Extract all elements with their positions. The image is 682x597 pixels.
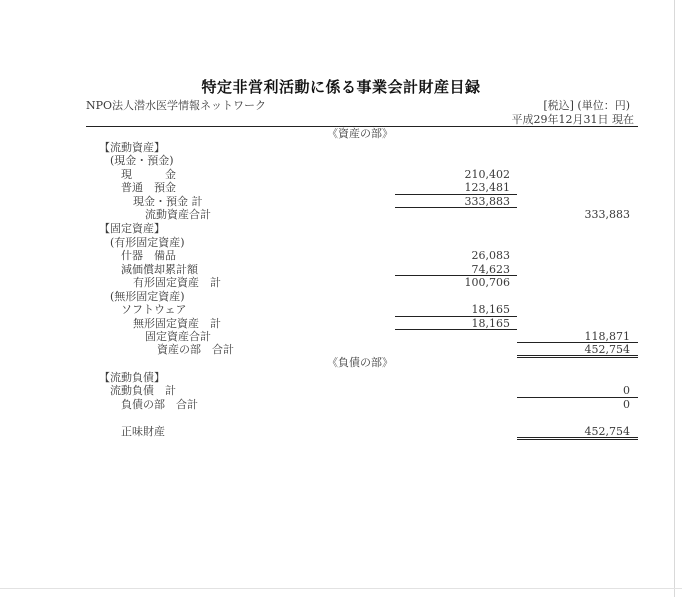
tangible-total-label: 有形固定資産 計	[133, 276, 221, 289]
as-of-date: 平成29年12月31日 現在	[511, 113, 634, 126]
liabilities-total-label: 負債の部 合計	[121, 398, 198, 411]
page-right-border	[674, 0, 675, 597]
current-liabilities-total-label: 流動負債 計	[110, 384, 176, 397]
tax-unit-note: [税込] (単位：円)	[543, 99, 630, 112]
double-rule-top	[517, 437, 638, 438]
total-rule	[517, 397, 638, 398]
net-assets-value: 452,754	[584, 425, 630, 438]
assets-total-value: 452,754	[584, 343, 630, 356]
cash-value: 210,402	[464, 168, 510, 181]
intangible-heading: (無形固定資産)	[110, 290, 185, 303]
intangible-total-label: 無形固定資産 計	[133, 317, 221, 330]
document-title: 特定非営利活動に係る事業会計財産目録	[201, 78, 481, 96]
current-assets-heading: 【流動資産】	[99, 141, 165, 154]
double-rule-bottom	[517, 439, 638, 440]
software-label: ソフトウェア	[121, 303, 187, 316]
net-assets-label: 正味財産	[121, 425, 165, 438]
cash-total-value: 333,883	[464, 195, 510, 208]
fixed-assets-total-value: 118,871	[584, 330, 630, 343]
cash-total-label: 現金・預金 計	[133, 195, 203, 208]
liabilities-total-value: 0	[623, 398, 630, 411]
current-assets-total-value: 333,883	[584, 208, 630, 221]
intangible-total-value: 18,165	[471, 317, 510, 330]
depreciation-label: 減価償却累計額	[121, 263, 198, 276]
fixed-assets-total-label: 固定資産合計	[145, 330, 211, 343]
fixtures-value: 26,083	[471, 249, 510, 262]
cash-deposits-heading: (現金・預金)	[110, 154, 174, 167]
fixtures-label: 什器 備品	[121, 249, 176, 262]
current-assets-total-label: 流動資産合計	[145, 208, 211, 221]
section-liabilities-heading: 《負債の部》	[327, 356, 393, 369]
cash-label: 現 金	[121, 168, 176, 181]
depreciation-value: 74,623	[471, 263, 510, 276]
software-value: 18,165	[471, 303, 510, 316]
tangible-total-value: 100,706	[464, 276, 510, 289]
current-liabilities-heading: 【流動負債】	[99, 371, 165, 384]
assets-total-label: 資産の部 合計	[157, 343, 234, 356]
organization-name: NPO法人潜水医学情報ネットワーク	[86, 99, 267, 112]
section-assets-heading: 《資産の部》	[327, 127, 393, 140]
current-liabilities-total-value: 0	[623, 384, 630, 397]
total-rule	[395, 207, 517, 208]
ordinary-deposit-label: 普通 預金	[121, 181, 176, 194]
fixed-assets-heading: 【固定資産】	[99, 222, 165, 235]
page-bottom-border	[0, 588, 682, 589]
total-rule	[395, 329, 517, 330]
tangible-heading: (有形固定資産)	[110, 236, 185, 249]
ordinary-deposit-value: 123,481	[464, 181, 510, 194]
